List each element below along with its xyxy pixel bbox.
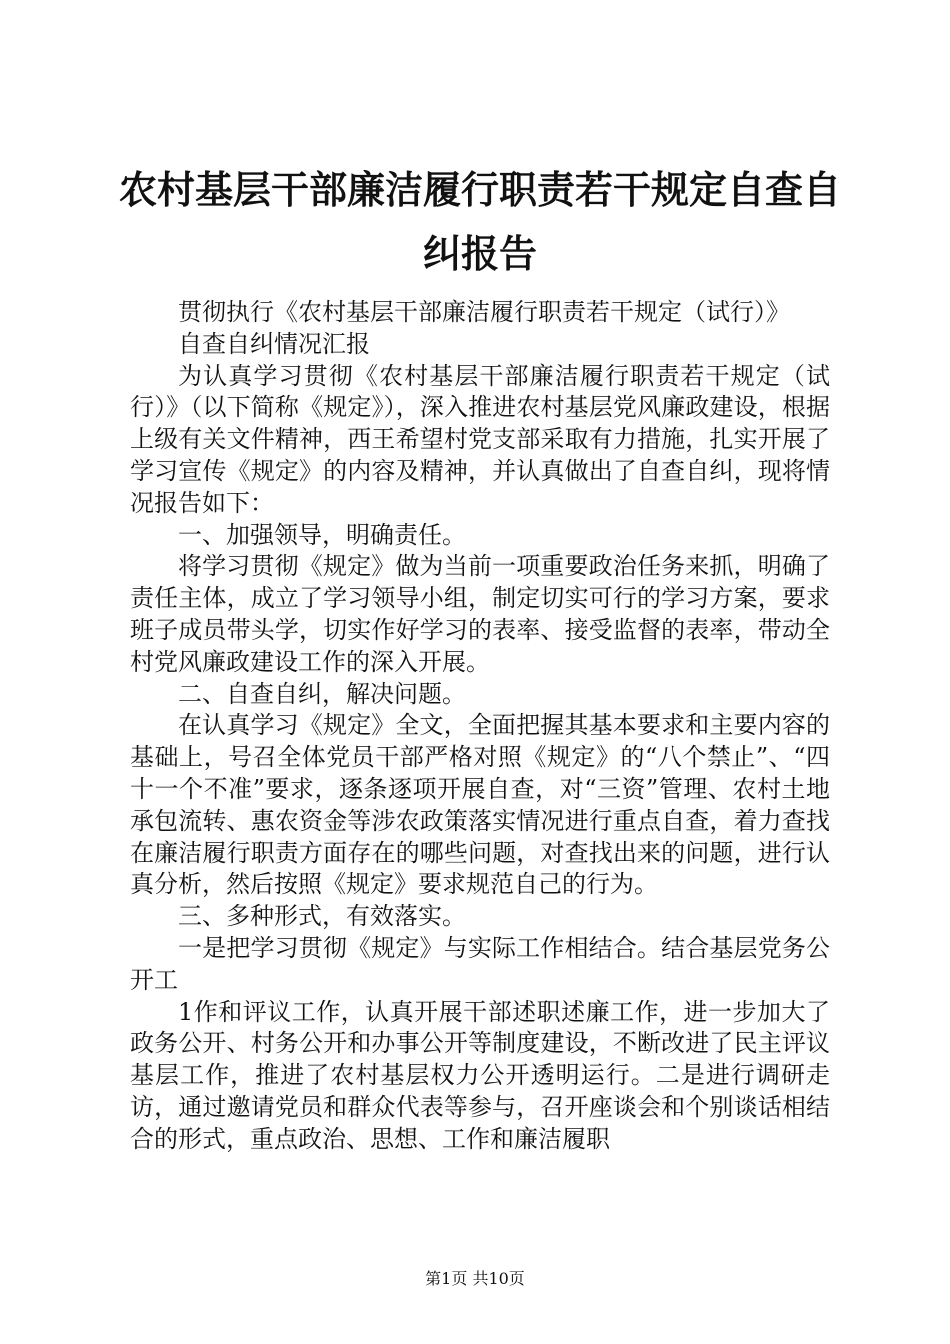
paragraph-section-3b: 1作和评议工作，认真开展干部述职述廉工作，进一步加大了政务公开、村务公开和办事公开等制度建设，不断改进了民主评议基层工作，推进了农村基层权力公开透明运行。二是进行调研走访，通过邀请党员和群众代表等参与，召开座谈会和个别谈话相结合的形式，重点政治、思想、工作和廉洁履职 bbox=[130, 997, 830, 1153]
document-title: 农村基层干部廉洁履行职责若干规定自查自纠报告 bbox=[118, 167, 841, 276]
paragraph-section-3a: 一是把学习贯彻《规定》与实际工作相结合。结合基层党务公开工 bbox=[130, 933, 830, 994]
paragraph-section-1: 将学习贯彻《规定》做为当前一项重要政治任务来抓，明确了责任主体，成立了学习领导小组，制定切实可行的学习方案，要求班子成员带头学，切实作好学习的表率、接受监督的表率，带动全村党风廉政建设工作的深入开展。 bbox=[130, 552, 830, 676]
section-heading-2: 二、自查自纠，解决问题。 bbox=[178, 679, 466, 708]
section-heading-3: 三、多种形式，有效落实。 bbox=[178, 902, 466, 931]
paragraph-heading-line: 贯彻执行《农村基层干部廉洁履行职责若干规定（试行）》 bbox=[178, 298, 790, 326]
section-heading-1: 一、加强领导，明确责任。 bbox=[178, 520, 466, 549]
paragraph-intro: 为认真学习贯彻《农村基层干部廉洁履行职责若干规定（试行）》（以下简称《规定》），深入推进农村基层党风廉政建设，根据上级有关文件精神，西王希望村党支部采取有力措施，扎实开展了学习宣传《规定》的内容及精神，并认真做出了自查自纠，现将情况报告如下： bbox=[130, 361, 830, 517]
document-body bbox=[130, 297, 830, 1156]
page-number-footer: 第1页 共10页 bbox=[425, 1269, 525, 1288]
paragraph-section-2: 在认真学习《规定》全文，全面把握其基本要求和主要内容的基础上，号召全体党员干部严格对照《规定》的“八个禁止”、“四十一个不准”要求，逐条逐项开展自查，对“三资”管理、农村土地承包流转、惠农资金等涉农政策落实情况进行重点自查，着力查找在廉洁履行职责方面存在的哪些问题，对查找出来的问题，进行认真分析，然后按照《规定》要求规范自己的行为。 bbox=[130, 711, 830, 899]
paragraph-subheading: 自查自纠情况汇报 bbox=[178, 329, 370, 358]
